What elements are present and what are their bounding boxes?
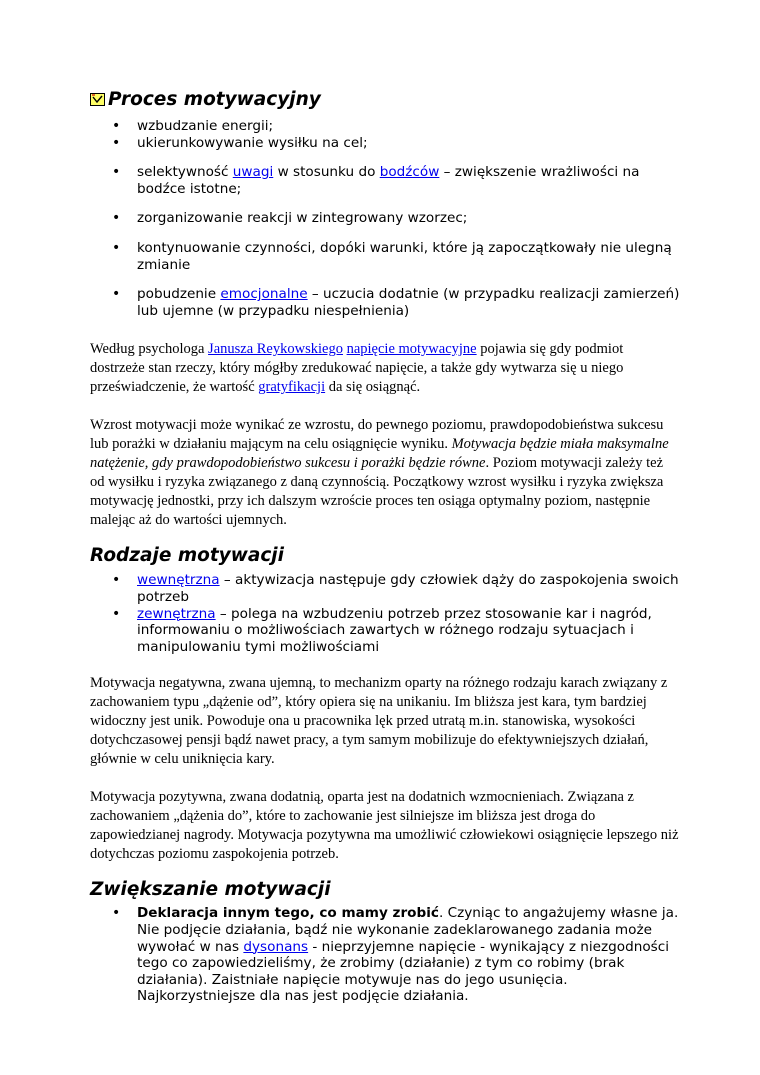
list-item	[90, 606, 680, 656]
paragraph-motywacja-negatywna: Motywacja negatywna, zwana ujemną, to mechanizm oparty na różnego rodzaju karach związany z zachowaniem typu „dążenie od”, który opiera się na unikaniu. Im bliższa jest kara, tym bardziej widoczny jest unik. Powoduje ona u pracownika lęk przed utratą m.in. stanowiska, wysokości dotychczasowej pensji bądź nawet pracy, a tym samym mobilizuje do efektywniejszych działań, głównie w celu uniknięcia kary.	[90, 675, 668, 768]
list-item	[90, 905, 680, 1005]
document-icon	[90, 93, 105, 106]
section-heading-rodzaje	[90, 544, 680, 568]
increase-list	[90, 905, 680, 1005]
paragraph-text: pojawia się gdy podmiot dostrzeże stan rzeczy, który mógłby zredukować napięcie, a także gdy wytwarza się u niego przeświadczenie, że wartość	[90, 341, 624, 396]
list-item-text: kontynuowanie czynności, dopóki warunki, które ją zapoczątkowały nie ulegną zmianie	[137, 239, 672, 273]
list-item-text: – polega na wzbudzeniu potrzeb przez stosowanie kar i nagród, informowaniu o możliwościach zawartych w różnego rodzaju sytuacjach i manipulowaniu tymi możliwościami	[137, 605, 652, 655]
link-emocjonalne[interactable]: emocjonalne	[220, 286, 308, 303]
list-item-bold-text: Deklaracja innym tego, co mamy zrobić	[137, 905, 439, 922]
paragraph-text: . Poziom motywacji zależy też od wysiłku i ryzyka związanego z daną czynnością. Początkowy wzrost wysiłku i ryzyka zwiększa motywację jednostki, przy ich dalszym wzroście proces ten osiąga optymalny poziom, następnie malejąc aż do wartości ujemnych.	[90, 455, 664, 529]
list-item-text: pobudzenie	[137, 286, 221, 303]
paragraph-italic-text: Motywacja będzie miała maksymalne natężenie, gdy prawdopodobieństwo sukcesu i porażki będzie równe	[90, 436, 669, 472]
list-item	[90, 286, 680, 319]
link-napiecie-motywacyjne[interactable]: napięcie motywacyjne	[346, 341, 477, 358]
list-item	[90, 572, 680, 605]
list-item-text: zorganizowanie reakcji w zintegrowany wzorzec;	[137, 210, 468, 227]
list-item	[90, 118, 680, 135]
list-item-text: ukierunkowywanie wysiłku na cel;	[137, 134, 368, 151]
list-item-text: wzbudzanie energii;	[137, 118, 274, 134]
paragraph-text: Według psychologa	[90, 341, 209, 358]
list-item-text: selektywność	[137, 164, 233, 181]
link-gratyfikacji[interactable]: gratyfikacji	[258, 379, 326, 396]
list-item	[90, 210, 680, 227]
types-list	[90, 572, 680, 655]
paragraph-reykowski	[90, 340, 680, 397]
paragraph-text: Wzrost motywacji może wynikać ze wzrostu, do pewnego poziomu, prawdopodobieństwa sukcesu lub porażki w działaniu mającym na celu osiągnięcie wyniku.	[90, 417, 664, 453]
process-list	[90, 118, 680, 319]
section-heading-proces	[90, 88, 680, 112]
list-item-text: - nieprzyjemne napięcie - wynikający z niezgodności tego co zapowiedzieliśmy, że zrobimy (działanie) z tym co robimy (brak działania). Zaistniałe napięcie motywuje nas do jego usunięcia. Najkorzystniejsze dla nas jest podjęcie działania.	[137, 938, 670, 1005]
list-item	[90, 164, 680, 197]
link-wewnetrzna[interactable]: wewnętrzna	[137, 572, 220, 589]
list-item-text: w stosunku do	[273, 164, 380, 181]
link-reykowski[interactable]: Janusza Reykowskiego	[208, 341, 343, 358]
list-item-text: – uczucia dodatnie (w przypadku realizacji zamierzeń) lub ujemne (w przypadku niespełnienia)	[137, 286, 680, 319]
list-item-text: – zwiększenie wrażliwości na bodźce istotne;	[137, 164, 640, 197]
paragraph-text: da się osiągnąć.	[325, 379, 421, 396]
section-title: Zwiększanie motywacji	[90, 879, 331, 901]
paragraph-motywacja-pozytywna: Motywacja pozytywna, zwana dodatnią, oparta jest na dodatnich wzmocnieniach. Związana z zachowaniem „dążenia do”, które to zachowanie jest silniejsze im bliższa jest droga do zapowiedzianej nagrody. Motywacja pozytywna ma umożliwić człowiekowi osiągnięcie lepszego niż dotychczas poziomu zaspokojenia potrzeb.	[90, 789, 679, 863]
document-page	[90, 88, 680, 1005]
link-bodzcow[interactable]: bodźców	[379, 164, 440, 181]
paragraph-wzrost	[90, 416, 680, 530]
section-title: Proces motywacyjny	[108, 89, 321, 110]
link-zewnetrzna[interactable]: zewnętrzna	[137, 605, 216, 622]
link-dysonans[interactable]: dysonans	[243, 938, 309, 955]
section-heading-zwiekszanie	[90, 878, 680, 902]
list-item-text: – aktywizacja następuje gdy człowiek dąży do zaspokojenia swoich potrzeb	[137, 572, 679, 605]
section-title: Rodzaje motywacji	[90, 545, 284, 567]
list-item	[90, 240, 680, 273]
list-item-text: . Czyniąc to angażujemy własne ja. Nie podjęcie działania, bądź nie wykonanie zadeklarowanego zadania może wywołać w nas	[137, 905, 679, 955]
link-uwagi[interactable]: uwagi	[232, 164, 274, 181]
list-item	[90, 135, 680, 152]
